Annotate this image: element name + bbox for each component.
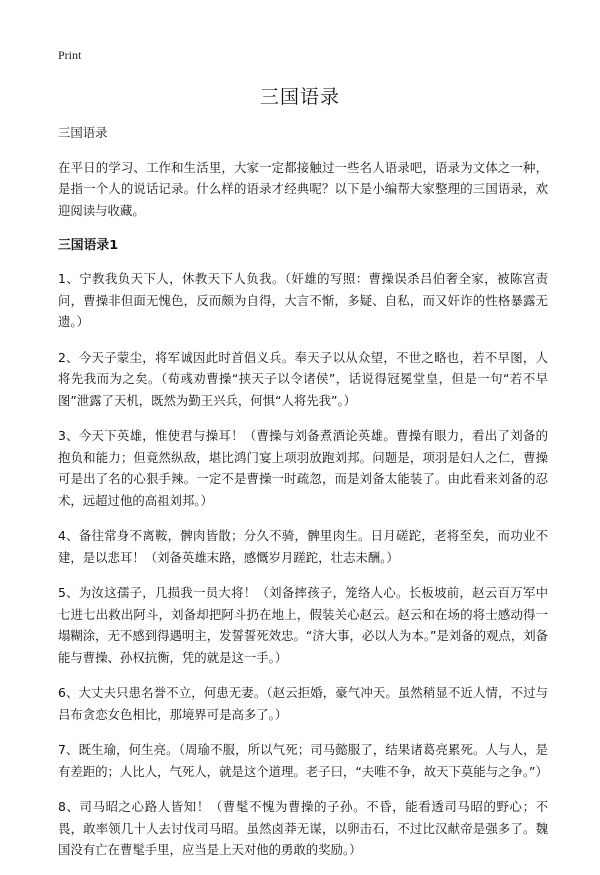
section-heading: 三国语录1: [58, 238, 119, 253]
quote-entry-4: 4、备往常身不离鞍，髀肉皆散；分久不骑，髀里肉生。日月磋跎，老将至矣，而功业不建，是以悲耳！（刘备英雄末路，感慨岁月蹉跎，壮志未酬。）: [58, 528, 548, 565]
article-body: [58, 122, 548, 875]
page-title: 三国语录: [259, 86, 340, 108]
quote-entry-7: 7、既生瑜，何生亮。（周瑜不服，所以气死；司马懿服了，结果诸葛亮累死。人与人，是有差距的；人比人，气死人，就是这个道理。老子曰，“夫唯不争，故天下莫能与之争。”）: [58, 742, 548, 779]
quote-entry-3: 3、今天下英雄，惟使君与操耳！（曹操与刘备煮酒论英雄。曹操有眼力，看出了刘备的抱负和能力；但竟然纵敌，堪比鸿门宴上项羽放跑刘邦。问题是，项羽是妇人之仁，曹操可是出了名的心狠手辣。一定不是曹操一时疏忽，而是刘备太能装了。由此看来刘备的忍术，远超过他的高祖刘邦。）: [58, 428, 548, 508]
quote-entry-8: 8、司马昭之心路人皆知！（曹髦不愧为曹操的子孙。不昏，能看透司马昭的野心；不畏，敢率领几十人去讨伐司马昭。虽然卤莽无谋，以卵击石，不过比汉献帝是强多了。魏国没有亡在曹髦手里，应当是上天对他的勇敢的奖励。）: [58, 799, 548, 857]
print-link[interactable]: Print: [58, 48, 82, 62]
quote-entry-5: 5、为汝这孺子，几损我一员大将！（刘备摔孩子，笼络人心。长板坡前，赵云百万军中七进七出救出阿斗，刘备却把阿斗扔在地上，假装关心赵云。赵云和在场的将士感动得一塌糊涂，无不感到得遇明主，发誓誓死效忠。“济大事，必以人为本。”是刘备的观点，刘备能与曹操、孙权抗衡，凭的就是这一手。）: [58, 585, 548, 665]
quote-entry-2: 2、今天子蒙尘，将军诚因此时首倡义兵。奉天子以从众望，不世之略也，若不早图，人将先我而为之矣。（荀彧劝曹操“挟天子以令诸侯”，话说得冠冕堂皇，但是一句“若不早图”泄露了天机，既然为勤王兴兵，何惧“人将先我”。）: [58, 349, 548, 408]
article-subtitle: 三国语录: [58, 125, 108, 140]
quote-entry-1: 1、宁教我负天下人，休教天下人负我。（奸雄的写照：曹操误杀吕伯奢全家，被陈宫责问，曹操非但面无愧色，反而颇为自得，大言不惭，多疑、自私，而又奸诈的性格暴露无遗。）: [58, 271, 548, 329]
intro-paragraph: 在平日的学习、工作和生活里，大家一定都接触过一些名人语录吧，语录为文体之一种，是指一个人的说话记录。什么样的语录才经典呢？以下是小编帮大家整理的三国语录，欢迎阅读与收藏。: [58, 159, 548, 218]
quote-entry-6: 6、大丈夫只患名誉不立，何患无妻。（赵云拒婚，豪气冲天。虽然稍显不近人情，不过与吕布贪恋女色相比，那境界可是高多了。）: [58, 685, 548, 722]
